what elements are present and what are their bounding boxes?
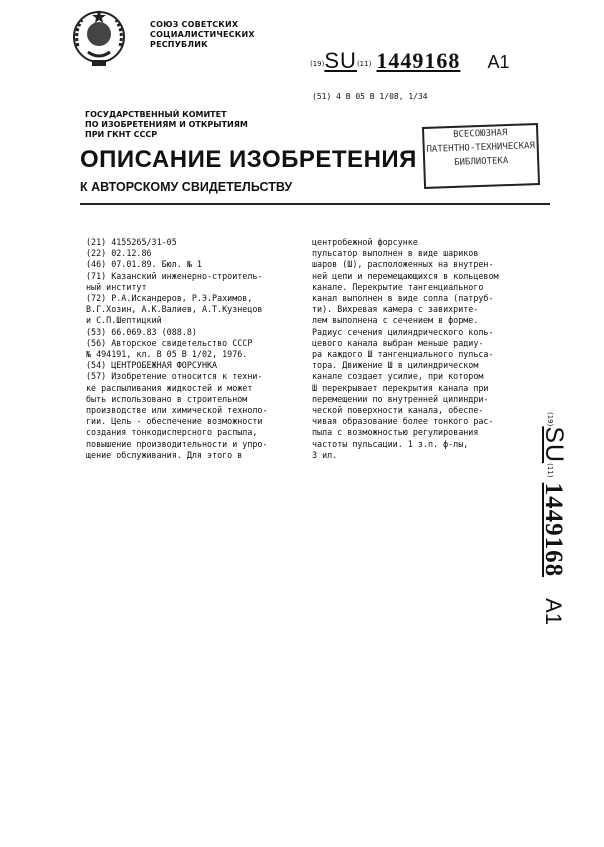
union-line: СОЮЗ СОВЕТСКИХ bbox=[150, 20, 239, 29]
patent-kind: A1 bbox=[487, 52, 510, 72]
side-code-11: (11) bbox=[546, 463, 554, 478]
text-line: канале. Перекрытие тангенциального bbox=[312, 281, 484, 292]
country-code: SU bbox=[324, 48, 357, 73]
committee-line: ПО ИЗОБРЕТЕНИЯМ И ОТКРЫТИЯМ bbox=[85, 120, 248, 129]
text-line: (71) Казанский инженерно-строитель- bbox=[86, 270, 263, 281]
text-line: чивая образование более тонкого рас- bbox=[312, 416, 494, 427]
text-line: шаров (Ш), расположенных на внутрен- bbox=[312, 259, 494, 270]
text-line: № 494191, кл. В 05 В 1/02, 1976. bbox=[86, 349, 248, 360]
text-line: тора. Движение Ш в цилиндрическом bbox=[312, 360, 479, 371]
ipc-classification: (51) 4 В 05 В 1/08, 1/34 bbox=[312, 92, 428, 101]
stamp-line: БИБЛИОТЕКА bbox=[453, 156, 509, 168]
text-line: (53) 66.069.83 (088.8) bbox=[86, 326, 197, 337]
document-subtitle: К АВТОРСКОМУ СВИДЕТЕЛЬСТВУ bbox=[80, 180, 293, 194]
side-number: 1449168 bbox=[540, 482, 567, 578]
text-line: быть использовано в строительном bbox=[86, 393, 248, 404]
text-line: пульсатор выполнен в виде шариков bbox=[312, 248, 479, 259]
stamp-line: ПАТЕНТНО-ТЕХНИЧЕСКАЯ bbox=[426, 141, 536, 155]
text-line: ти). Вихревая камера с завихрите- bbox=[312, 304, 479, 315]
text-line: Радиус сечения цилиндрического коль- bbox=[312, 326, 494, 337]
text-line: (57) Изобретение относится к техни- bbox=[86, 371, 263, 382]
text-line: ра каждого Ш тангенциального пульса- bbox=[312, 349, 494, 360]
text-line: Ш перекрывает перекрытия канала при bbox=[312, 382, 489, 393]
code-11: (11) bbox=[356, 60, 372, 68]
text-line: (21) 4155265/31-05 bbox=[86, 237, 177, 247]
text-line: канале создает усилие, при котором bbox=[312, 371, 484, 382]
side-kind: A1 bbox=[541, 598, 566, 626]
side-country: SU bbox=[540, 426, 568, 464]
patent-number: 1449168 bbox=[376, 48, 461, 73]
text-line: перемещении по внутренней цилиндри- bbox=[312, 393, 489, 404]
union-line: СОЦИАЛИСТИЧЕСКИХ bbox=[150, 30, 255, 39]
text-line: частоты пульсации. 1 з.п. ф-лы, bbox=[312, 438, 469, 449]
text-line: ческой поверхности канала, обеспе- bbox=[312, 405, 484, 416]
stamp-line: ВСЕСОЮЗНАЯ bbox=[452, 128, 508, 140]
text-line: щение обслуживания. Для этого в bbox=[86, 449, 243, 460]
text-line: создания тонкодисперсного распыла, bbox=[86, 427, 258, 438]
committee-line: ГОСУДАРСТВЕННЫЙ КОМИТЕТ bbox=[85, 110, 227, 119]
text-line: ный институт bbox=[86, 281, 147, 292]
bibliographic-column bbox=[86, 237, 306, 461]
committee-line: ПРИ ГКНТ СССР bbox=[85, 130, 158, 139]
patent-number-line bbox=[310, 48, 510, 74]
code-19: (19) bbox=[310, 60, 325, 68]
union-line: РЕСПУБЛИК bbox=[150, 40, 208, 49]
text-line: (54) ЦЕНТРОБЕЖНАЯ ФОРСУНКА bbox=[86, 360, 218, 371]
text-line: повышение производительности и упро- bbox=[86, 438, 268, 449]
abstract-continuation-column bbox=[312, 237, 532, 461]
side-code-19: (19) bbox=[546, 412, 554, 427]
text-line: (22) 02.12.86 bbox=[86, 248, 152, 259]
text-line: производстве или химической техноло- bbox=[86, 405, 268, 416]
text-line: 3 ил. bbox=[312, 449, 338, 460]
text-line: лем выполнена с сечением в форме. bbox=[312, 315, 479, 326]
side-patent-number bbox=[540, 412, 588, 662]
library-stamp bbox=[422, 123, 540, 189]
union-name bbox=[150, 20, 255, 50]
text-line: В.Г.Хозин, А.К.Валиев, А.Т.Кузнецов bbox=[86, 304, 263, 315]
text-line: пыла с возможностью регулирования bbox=[312, 427, 479, 438]
text-line: гии. Цель - обеспечение возможности bbox=[86, 416, 263, 427]
committee bbox=[85, 110, 248, 140]
text-line: ней цепи и перемещающихся в кольцевом bbox=[312, 270, 499, 281]
text-line: (46) 07.01.89. Бюл. № 1 bbox=[86, 259, 202, 270]
text-line: ке распыливания жидкостей и может bbox=[86, 382, 253, 393]
state-emblem-icon bbox=[70, 8, 128, 70]
text-line: (56) Авторское свидетельство СССР bbox=[86, 337, 253, 348]
text-line: центробежной форсунке bbox=[312, 237, 418, 247]
text-line: и С.П.Шептицкий bbox=[86, 315, 162, 326]
text-line: цевого канала выбран меньше радиу- bbox=[312, 337, 484, 348]
header-divider bbox=[80, 203, 550, 205]
text-line: (72) Р.А.Искандеров, Р.Э.Рахимов, bbox=[86, 293, 253, 304]
text-line: канал выполнен в виде сопла (патруб- bbox=[312, 293, 494, 304]
document-title: ОПИСАНИЕ ИЗОБРЕТЕНИЯ bbox=[80, 146, 417, 173]
